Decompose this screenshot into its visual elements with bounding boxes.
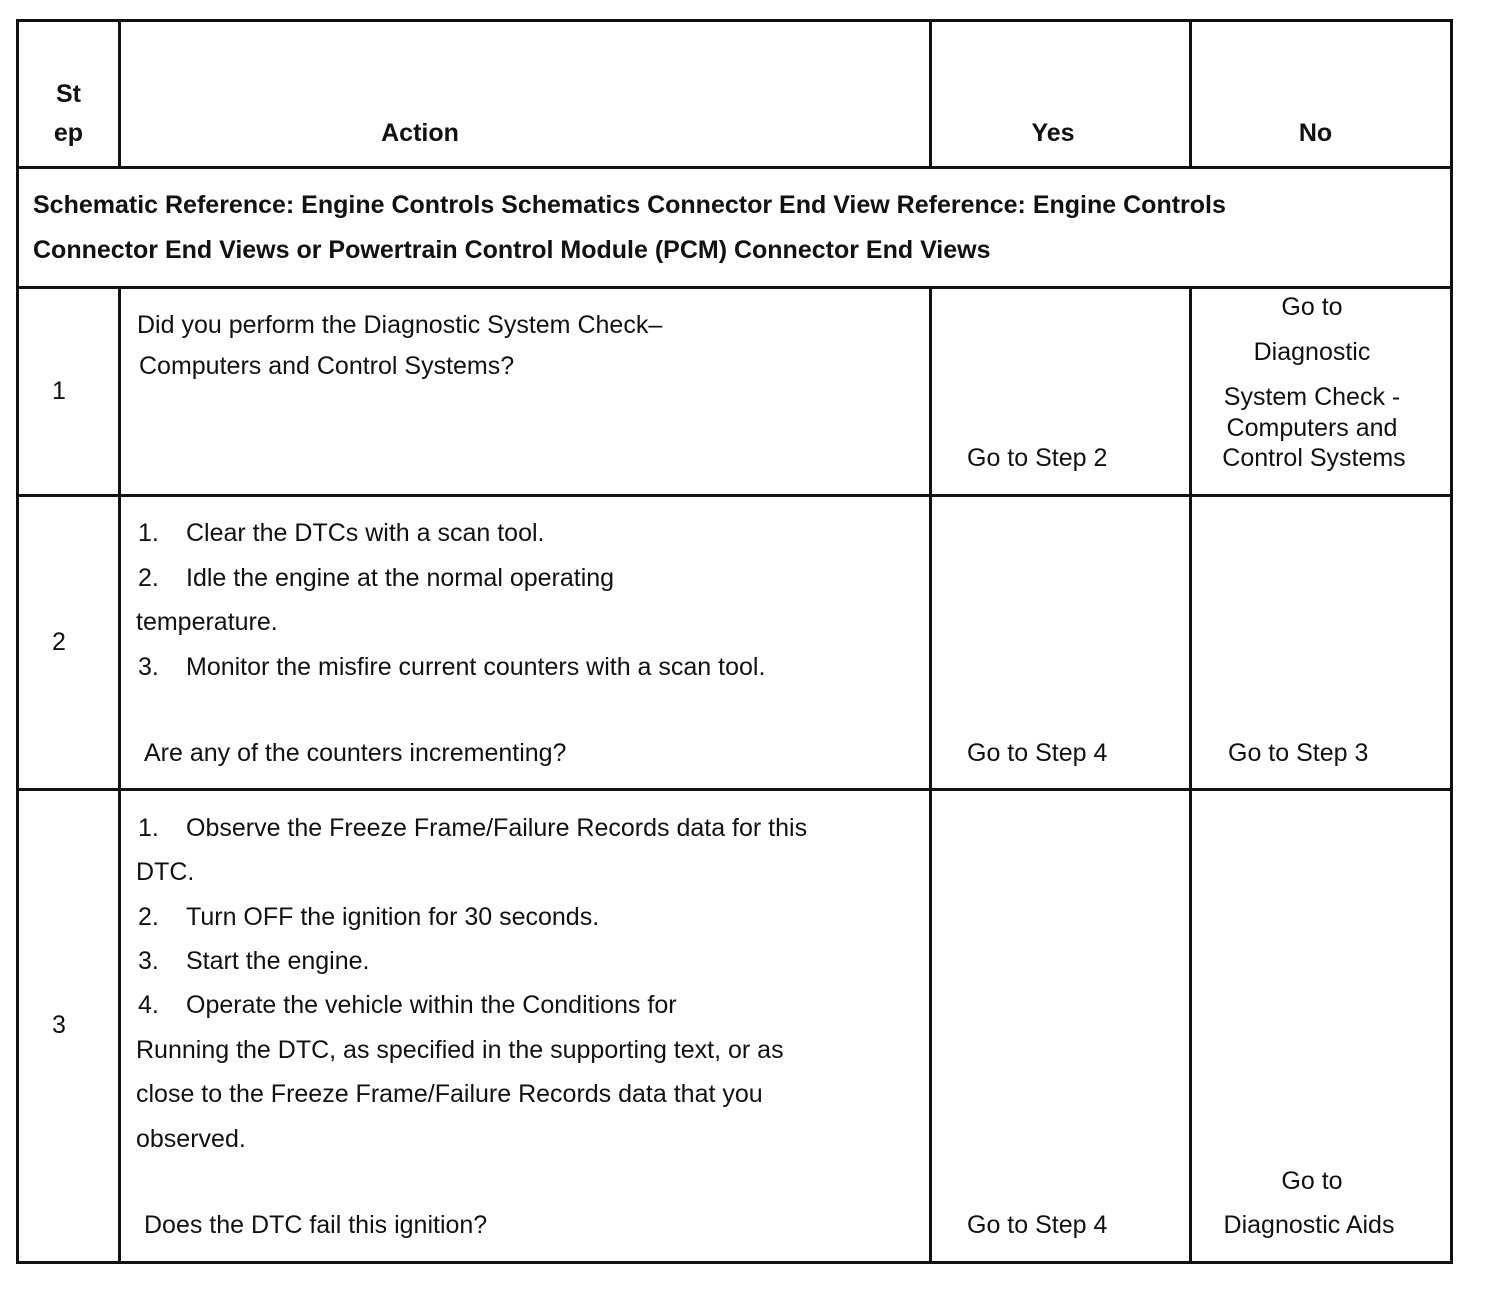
list-item-text: Turn OFF the ignition for 30 seconds. (186, 903, 600, 931)
row-divider (16, 788, 1453, 791)
list-item (136, 1124, 246, 1154)
list-item-text: close to the Freeze Frame/Failure Records data that you (136, 1080, 763, 1108)
table-border-top (16, 19, 1453, 22)
list-item (138, 518, 544, 548)
step-number: 2 (52, 628, 66, 656)
column-divider-action (929, 286, 932, 1264)
list-item-text: Running the DTC, as specified in the supporting text, or as (136, 1036, 784, 1064)
column-divider-step (118, 286, 121, 1264)
no-result[interactable]: Go to Step 3 (1228, 739, 1369, 767)
list-item-number: 3. (138, 653, 159, 681)
header-yes: Yes (1031, 119, 1075, 147)
header-step: St (56, 80, 81, 108)
no-result[interactable]: Go to (1281, 1167, 1343, 1195)
action-text: Computers and Control Systems? (139, 352, 515, 380)
list-item-text: DTC. (136, 858, 195, 886)
list-item (136, 857, 194, 887)
action-text: Did you perform the Diagnostic System Check– (137, 311, 663, 339)
no-result[interactable]: Computers and (1226, 414, 1398, 442)
yes-result[interactable]: Go to Step 4 (967, 1211, 1108, 1239)
diagnostic-table (16, 19, 1453, 1264)
list-item (136, 1079, 763, 1109)
table-border-bottom (16, 1261, 1453, 1264)
list-item (138, 990, 677, 1020)
connector-reference: Connector End Views or Powertrain Control Module (PCM) Connector End Views (33, 236, 991, 264)
list-item-number: 2. (138, 903, 159, 931)
list-item-number: 1. (138, 519, 159, 547)
header-step: ep (53, 119, 84, 147)
list-item-text: observed. (136, 1125, 246, 1153)
list-item-text: Clear the DTCs with a scan tool. (186, 519, 545, 547)
header-action: Action (381, 119, 459, 147)
list-item-number: 1. (138, 814, 159, 842)
list-item (136, 607, 278, 637)
list-item (138, 902, 599, 932)
no-result[interactable]: Diagnostic (1253, 338, 1371, 366)
yes-result[interactable]: Go to Step 2 (967, 444, 1108, 472)
no-result[interactable]: Control Systems (1222, 444, 1406, 472)
no-result[interactable]: Go to (1281, 293, 1343, 321)
list-item-text: temperature. (136, 608, 278, 636)
no-result[interactable]: Diagnostic Aids (1223, 1211, 1395, 1239)
yes-result[interactable]: Go to Step 4 (967, 739, 1108, 767)
list-item-text: Idle the engine at the normal operating (186, 564, 615, 592)
row-divider (16, 166, 1453, 169)
list-item (138, 652, 765, 682)
list-item-text: Observe the Freeze Frame/Failure Records data for this (186, 814, 808, 842)
list-item-number: 4. (138, 991, 159, 1019)
list-item (136, 1035, 784, 1065)
list-item-number: 2. (138, 564, 159, 592)
question-text: Does the DTC fail this ignition? (144, 1211, 488, 1239)
list-item-text: Monitor the misfire current counters with a scan tool. (186, 653, 766, 681)
row-divider (16, 494, 1453, 497)
list-item (138, 563, 614, 593)
table-border-right (1450, 19, 1453, 1264)
row-divider (16, 286, 1453, 289)
list-item (138, 813, 807, 843)
no-result[interactable]: System Check - (1223, 383, 1401, 411)
schematic-reference: Schematic Reference: Engine Controls Schematics Connector End View Reference: Engine Controls (33, 191, 1226, 219)
list-item-number: 3. (138, 947, 159, 975)
list-item-text: Operate the vehicle within the Conditions for (186, 991, 677, 1019)
step-number: 3 (52, 1011, 66, 1039)
list-item-text: Start the engine. (186, 947, 370, 975)
question-text: Are any of the counters incrementing? (144, 739, 567, 767)
step-number: 1 (52, 377, 66, 405)
header-no: No (1298, 119, 1333, 147)
list-item (138, 946, 369, 976)
